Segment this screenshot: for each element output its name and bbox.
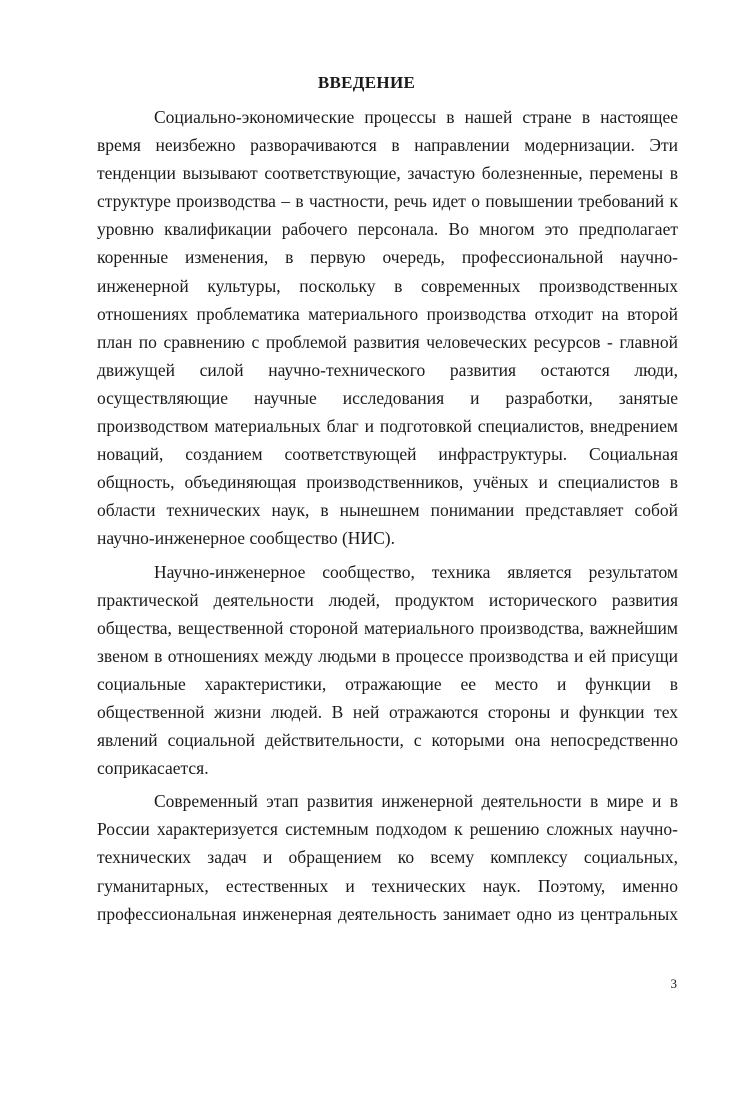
- text-line: области технических наук, в нынешнем понимании представляет собой: [97, 500, 678, 521]
- text-line: практической деятельности людей, продуктом исторического развития: [97, 589, 678, 610]
- text-line: профессиональная инженерная деятельность занимает одно из центральных: [97, 903, 678, 924]
- text-line: осуществляющие научные исследования и разработки, занятые: [97, 387, 678, 408]
- page-number: 3: [670, 976, 677, 991]
- text-line: научно-инженерное сообщество (НИС).: [97, 528, 395, 549]
- text-line: тенденции вызывают соответствующие, зачастую болезненные, перемены в: [97, 163, 678, 184]
- body-text: [97, 103, 678, 928]
- text-line: Социально-экономические процессы в нашей стране в настоящее: [154, 107, 678, 127]
- text-line: план по сравнению с проблемой развития человеческих ресурсов - главной: [97, 331, 678, 352]
- text-line: Научно-инженерное сообщество, техника является результатом: [154, 561, 678, 582]
- text-line: соприкасается.: [97, 758, 209, 779]
- text-line: общность, объединяющая производственников, учёных и специалистов в: [97, 472, 678, 493]
- text-line: общества, вещественной стороной материального производства, важнейшим: [97, 617, 678, 638]
- text-line: новаций, созданием соответствующей инфраструктуры. Социальная: [97, 444, 678, 465]
- text-line: России характеризуется системным подходом к решению сложных научно-: [97, 819, 678, 840]
- text-line: общественной жизни людей. В ней отражаются стороны и функции тех: [97, 701, 678, 722]
- text-line: отношениях проблематика материального производства отходит на второй: [97, 303, 678, 324]
- page-title: ВВЕДЕНИЕ: [317, 73, 416, 92]
- text-line: инженерной культуры, поскольку в современных производственных: [97, 275, 678, 296]
- text-line: явлений социальной действительности, с которыми она непосредственно: [97, 730, 678, 751]
- text-line: структуре производства – в частности, речь идет о повышении требований к: [97, 191, 678, 212]
- text-line: движущей силой научно-технического развития остаются люди,: [97, 359, 678, 380]
- text-line: технических задач и обращением ко всему комплексу социальных,: [97, 847, 678, 868]
- text-line: производством материальных благ и подготовкой специалистов, внедрением: [97, 416, 678, 437]
- text-line: Современный этап развития инженерной деятельности в мире и в: [154, 791, 678, 812]
- text-line: гуманитарных, естественных и технических наук. Поэтому, именно: [97, 875, 678, 896]
- text-line: звеном в отношениях между людьми в процессе производства и ей присущи: [97, 645, 678, 666]
- text-line: время неизбежно разворачиваются в направлении модернизации. Эти: [97, 135, 678, 156]
- text-line: коренные изменения, в первую очередь, профессиональной научно-: [97, 247, 678, 268]
- text-line: уровню квалификации рабочего персонала. Во многом это предполагает: [97, 219, 678, 240]
- text-line: социальные характеристики, отражающие ее место и функции в: [97, 673, 678, 694]
